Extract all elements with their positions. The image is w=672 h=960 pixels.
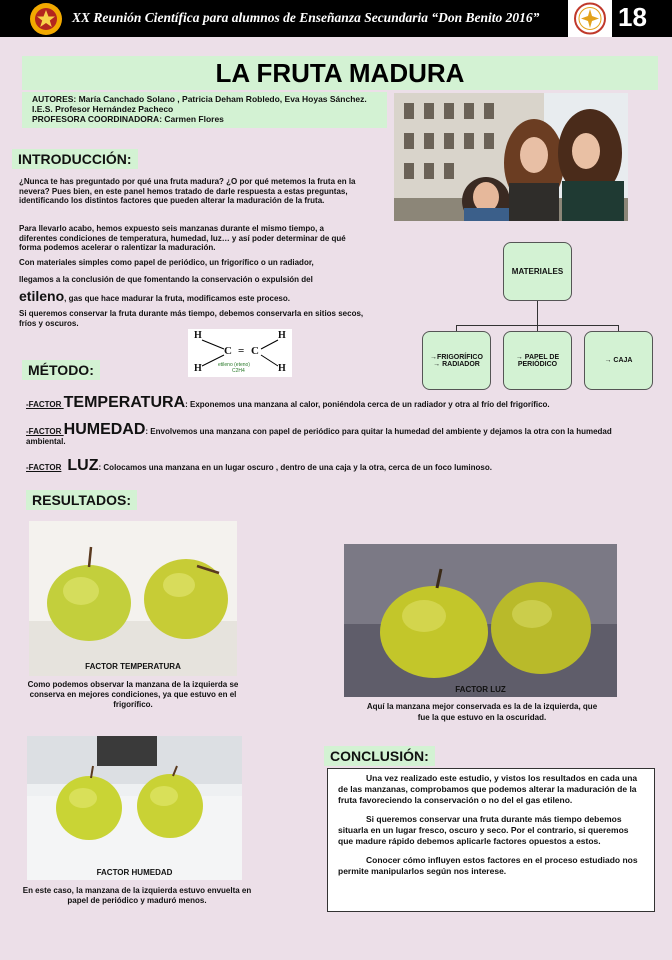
intro-paragraph: llegamos a la conclusión de que fomentando la conservación o expulsión del xyxy=(19,275,313,284)
conclusion-paragraph: Una vez realizado este estudio, y vistos los resultados en cada una de las manzanas, comprobamos que podemos alterar la maduración de la fruta favoreciendo la conservación o no del el gas etileno. xyxy=(338,773,638,805)
factor-name: TEMPERATURA xyxy=(63,394,186,411)
material-label: →FRIGORÍFICO xyxy=(430,353,483,361)
photo-label: FACTOR HUMEDAD xyxy=(96,868,173,877)
event-logo-icon xyxy=(30,3,62,35)
photo-caption: Como podemos observar la manzana de la izquierda se conserva en mejores condiciones, ya que estuvo en el frigorífico. xyxy=(27,680,239,709)
material-label: → PAPEL DE xyxy=(515,353,560,361)
materials-node: MATERIALES xyxy=(503,242,572,301)
material-label: → CAJA xyxy=(604,357,633,364)
photo-factor-temperatura xyxy=(29,521,237,676)
results-heading: RESULTADOS: xyxy=(26,490,137,510)
factor-text: : Colocamos una manzana en un lugar oscuro , dentro de una caja y la otra, cerca de un foco luminoso. xyxy=(98,463,492,472)
material-label: PERIÓDICO xyxy=(517,360,558,368)
method-heading: MÉTODO: xyxy=(22,360,100,380)
conclusion-heading: CONCLUSIÓN: xyxy=(324,746,435,766)
photo-factor-luz xyxy=(344,544,617,697)
event-title: XX Reunión Científica para alumnos de Enseñanza Secundaria “Don Benito 2016” xyxy=(72,10,540,25)
intro-paragraph: ¿Nunca te has preguntado por qué una fruta madura? ¿O por qué metemos la fruta en la nevera? Pues bien, en este panel hemos tratado de darle respuesta a estas preguntas, identificando los distintos factores que pueden alterar la maduración de la fruta. xyxy=(19,177,356,205)
material-item-frigorifico xyxy=(422,331,491,390)
method-factor-luz xyxy=(26,457,651,474)
factor-tag: -FACTOR xyxy=(26,427,64,436)
intro-paragraph: Con materiales simples como papel de periódico, un frigorífico o un radiador, xyxy=(19,258,314,267)
etileno-rest: , gas que hace madurar la fruta, modificamos este proceso. xyxy=(64,294,290,303)
photo-label: FACTOR LUZ xyxy=(455,685,506,694)
intro-etileno-line xyxy=(19,288,364,307)
method-factor-humedad xyxy=(26,421,636,447)
connector-line xyxy=(537,301,538,325)
panel-number: 18 xyxy=(618,2,647,32)
molecule-double-bond: = xyxy=(238,345,245,357)
intro-heading: INTRODUCCIÓN: xyxy=(12,149,138,169)
conclusion-box xyxy=(327,768,655,912)
photo-caption: En este caso, la manzana de la izquierda estuvo envuelta en papel de periódico y maduró menos. xyxy=(22,886,252,905)
photo-label: FACTOR TEMPERATURA xyxy=(85,662,181,671)
molecule-h: H xyxy=(194,330,202,341)
molecule-h: H xyxy=(278,363,286,374)
factor-tag: -FACTOR xyxy=(26,400,64,409)
factor-text: : Exponemos una manzana al calor, poniéndola cerca de un radiador y otra al frío del frigorífico. xyxy=(185,400,550,409)
molecule-caption: etileno (eteno) xyxy=(218,362,250,368)
intro-paragraph: Para llevarlo acabo, hemos expuesto seis manzanas durante el mismo tiempo, a diferentes condiciones de temperatura, humedad, luz… y así poder determinar de qué forma podemos acelerar o ralentizar la maduración. xyxy=(19,224,346,252)
title-banner xyxy=(22,56,658,90)
school-seal-icon xyxy=(568,0,612,37)
molecule-c: C xyxy=(251,345,259,357)
molecule-h: H xyxy=(278,330,286,341)
page-title: LA FRUTA MADURA xyxy=(215,58,465,88)
method-factor-temperatura xyxy=(26,394,651,411)
factor-name: LUZ xyxy=(67,457,99,474)
intro-paragraph: Si queremos conservar la fruta durante más tiempo, debemos conservarla en sitios secos, fríos y oscuros. xyxy=(19,309,364,328)
material-item-caja xyxy=(584,331,653,390)
etileno-word: etileno xyxy=(19,288,65,304)
factor-name: HUMEDAD xyxy=(63,421,146,438)
students-photo xyxy=(394,93,628,221)
factor-tag: -FACTOR xyxy=(26,463,62,472)
authors-box xyxy=(22,92,387,128)
photo-factor-humedad xyxy=(27,736,242,880)
conclusion-paragraph: Conocer cómo influyen estos factores en el proceso estudiado nos permite manipularlos según nos interese. xyxy=(338,855,638,876)
material-item-papel xyxy=(503,331,572,390)
molecule-h: H xyxy=(194,363,202,374)
molecule-c: C xyxy=(224,345,232,357)
photo-caption: Aquí la manzana mejor conservada es la de la izquierda, que fue la que estuvo en la oscuridad. xyxy=(366,702,598,722)
molecule-formula: C2H4 xyxy=(232,368,245,374)
conclusion-paragraph: Si queremos conservar una fruta durante más tiempo debemos situarla en un lugar fresco, oscuro y seco. Por el contrario, si queremos que madure rápido debemos aplicarle factores opuestos a estos. xyxy=(338,814,629,846)
coordinator-line: PROFESORA COORDINADORA: Carmen Flores xyxy=(32,114,224,124)
ethylene-molecule-diagram xyxy=(188,329,292,377)
factor-text: : Envolvemos una manzana con papel de periódico para quitar la humedad del ambiente y dejamos la otra con la humedad ambiental. xyxy=(26,427,612,446)
authors-line: AUTORES: María Canchado Solano , Patricia Deham Robledo, Eva Hoyas Sánchez. xyxy=(32,94,367,104)
school-line: I.E.S. Profesor Hernández Pacheco xyxy=(32,104,174,114)
material-label: → RADIADOR xyxy=(433,360,480,368)
